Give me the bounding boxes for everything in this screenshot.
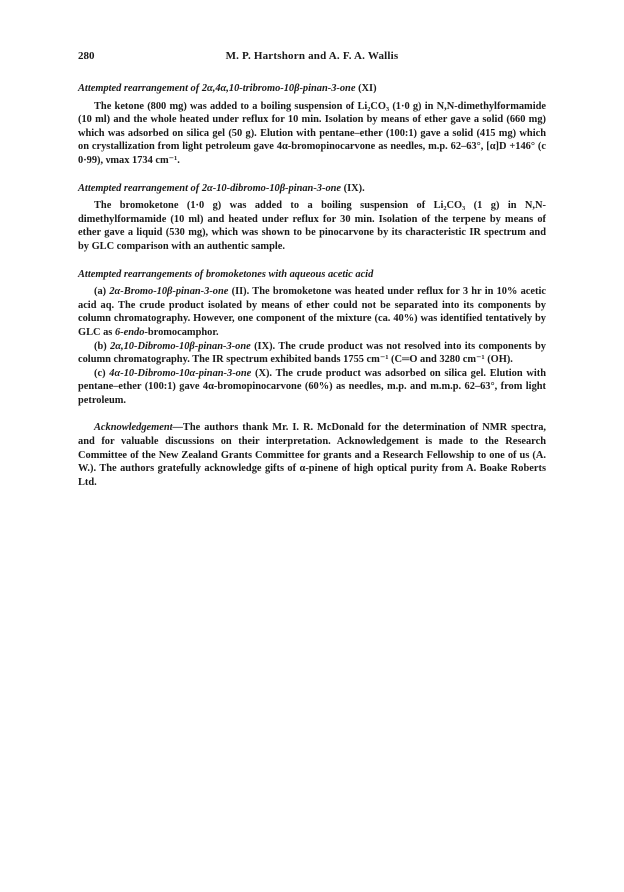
part-c-compound: 4α-10-Dibromo-10α-pinan-3-one: [109, 367, 252, 379]
part-c-text: (X). The crude product was adsorbed on silica gel. Elution with pentane–ether (100:1) gave 4α-bromopinocarvone (60%) as needles, m.p. and m.m.p. 62–63°, from light petroleum.: [78, 367, 546, 406]
heading-compound-ref: (IX).: [343, 182, 365, 194]
paragraph-part-a: [78, 285, 546, 339]
running-head-authors: M. P. Hartshorn and A. F. A. Wallis: [225, 50, 399, 62]
paragraph-ix: The bromoketone (1·0 g) was added to a boiling suspension of Li₂CO₃ (1 g) in N,N-dimethylformamide (10 ml) and heated under reflux for 30 min. Isolation of the terpene by means of ether gave a liquid (530 mg), which was shown to be pinocarvone by its characteristic IR spectrum and by GLC comparison with an authentic sample.: [78, 200, 546, 252]
part-c-label: (c): [94, 367, 106, 379]
part-a-tail: -bromocamphor.: [144, 326, 219, 338]
section-heading-ix: [78, 182, 546, 196]
acknowledgement-label: Acknowledgement: [94, 422, 173, 434]
part-a-endo: 6-endo: [114, 326, 145, 338]
part-b-text: (IX). The crude product was not resolved into its components by column chromatography. The IR spectrum exhibited bands 1755 cm⁻¹ (C═O and 3280 cm⁻¹ (OH).: [78, 340, 546, 366]
part-a-text: (II). The bromoketone was heated under reflux for 3 hr in 10% acetic acid aq. The crude product isolated by means of ether could not be separated into its components by column chromatography. However, one component of the mixture (ca. 40%) was identified tentatively by GLC as: [78, 286, 546, 338]
paragraph-xi: The ketone (800 mg) was added to a boiling suspension of Li₂CO₃ (1·0 g) in N,N-dimethylformamide (10 ml) and the whole heated under reflux for 10 min. Isolation by means of ether gave a solid (660 mg) which was adsorbed on silica gel (50 g). Elution with pentane–ether (100:1) gave a solid (415 mg) which on crystallization from light petroleum gave 4α-bromopinocarvone as needles, m.p. 62–63°, [α]D +146° (c 0·99), νmax 1734 cm⁻¹.: [78, 100, 546, 166]
part-b-label: (b): [94, 340, 107, 352]
section-heading-acetic-acid: Attempted rearrangements of bromoketones with aqueous acetic acid: [78, 268, 374, 280]
paragraph-part-b: [78, 340, 546, 367]
heading-compound-ref: (XI): [358, 83, 377, 94]
heading-text: Attempted rearrangement of 2α,4α,10-tribromo-10β-pinan-3-one: [78, 83, 356, 94]
acknowledgement-paragraph: [78, 421, 546, 489]
part-a-compound: 2α-Bromo-10β-pinan-3-one: [109, 286, 229, 298]
part-a-label: (a): [94, 286, 107, 298]
page-header: [78, 48, 546, 64]
article-body: [78, 82, 546, 489]
section-heading-xi: [78, 82, 546, 96]
heading-text: Attempted rearrangement of 2α-10-dibromo-10β-pinan-3-one: [78, 182, 342, 194]
acknowledgement-text: —The authors thank Mr. I. R. McDonald for the determination of NMR spectra, and for valuable discussions on their interpretation. Acknowledgement is made to the Research Committee of the New Zealand Grants Committee for grants and a Research Fellowship to one of us (A. W.). The authors gratefully acknowledge gifts of α-pinene of high optical purity from A. Boake Roberts Ltd.: [78, 422, 546, 488]
paragraph-part-c: [78, 367, 546, 408]
page-number: 280: [78, 50, 95, 62]
part-b-compound: 2α,10-Dibromo-10β-pinan-3-one: [110, 340, 251, 352]
